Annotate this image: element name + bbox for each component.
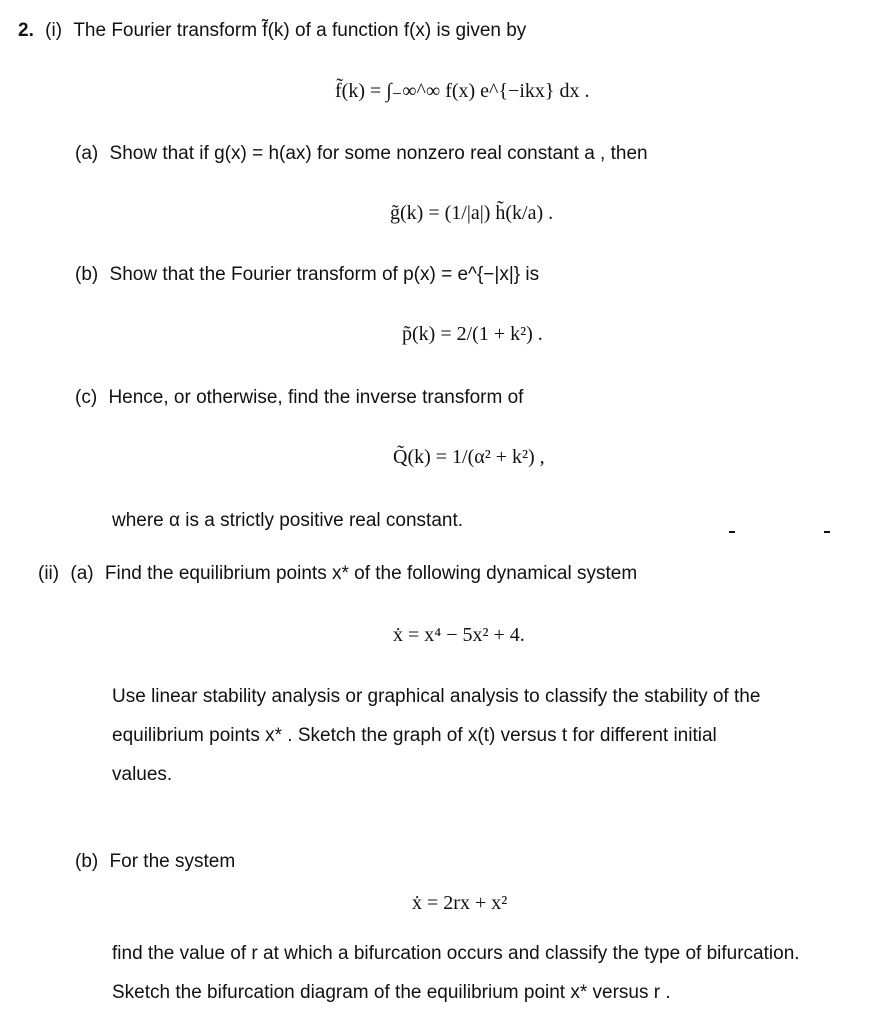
part-c-where: where α is a strictly positive real constant.: [112, 510, 464, 531]
part-a-equation: g̃(k) = (1/|a|) h̃(k/a) .: [390, 202, 554, 224]
part-ii-label: (ii): [38, 563, 60, 584]
part-ii-b-equation: ẋ = 2rx + x²: [412, 892, 508, 914]
part-c-prompt: [75, 387, 523, 409]
part-ii-a-para-2: equilibrium points x* . Sketch the graph of x(t) versus t for different initial: [112, 725, 717, 746]
part-c-label: (c): [75, 387, 98, 408]
part-b-prompt: [75, 264, 539, 286]
part-ii-b-para-1: find the value of r at which a bifurcation occurs and classify the type of bifurcation.: [112, 943, 800, 964]
intro-text: The Fourier transform f̃(k) of a function f(x) is given by: [73, 20, 527, 41]
question-number: 2.: [18, 20, 34, 41]
part-ii-a-prompt: [38, 563, 637, 585]
part-i-label: (i): [45, 20, 63, 41]
part-a-text: Show that if g(x) = h(ax) for some nonzero real constant a , then: [109, 143, 648, 164]
margin-dash-1: [729, 531, 735, 533]
part-a-prompt: [75, 143, 648, 165]
part-ii-a-para-3: values.: [112, 764, 173, 785]
part-ii-b-para-2: Sketch the bifurcation diagram of the equilibrium point x* versus r .: [112, 982, 671, 1003]
part-c-equation: Q̃(k) = 1/(α² + k²) ,: [393, 446, 545, 468]
part-b-text: Show that the Fourier transform of p(x) = e^{−|x|} is: [109, 264, 540, 285]
part-b-label: (b): [75, 264, 99, 285]
part-a-label: (a): [75, 143, 99, 164]
part-ii-b-text: For the system: [109, 851, 236, 872]
part-ii-b-label: (b): [75, 851, 99, 872]
part-ii-a-equation: ẋ = x⁴ − 5x² + 4.: [393, 624, 525, 646]
part-ii-b-prompt: [75, 851, 235, 873]
part-c-text: Hence, or otherwise, find the inverse transform of: [108, 387, 524, 408]
part-ii-a-text: Find the equilibrium points x* of the following dynamical system: [104, 563, 638, 584]
part-ii-a-label: (a): [70, 563, 94, 584]
fourier-definition: f̃(k) = ∫₋∞^∞ f(x) e^{−ikx} dx .: [335, 80, 590, 102]
part-ii-a-para-1: Use linear stability analysis or graphical analysis to classify the stability of the: [112, 686, 761, 707]
question-header: [18, 20, 526, 42]
part-b-equation: p̃(k) = 2/(1 + k²) .: [402, 323, 543, 345]
margin-dash-2: [824, 531, 830, 533]
